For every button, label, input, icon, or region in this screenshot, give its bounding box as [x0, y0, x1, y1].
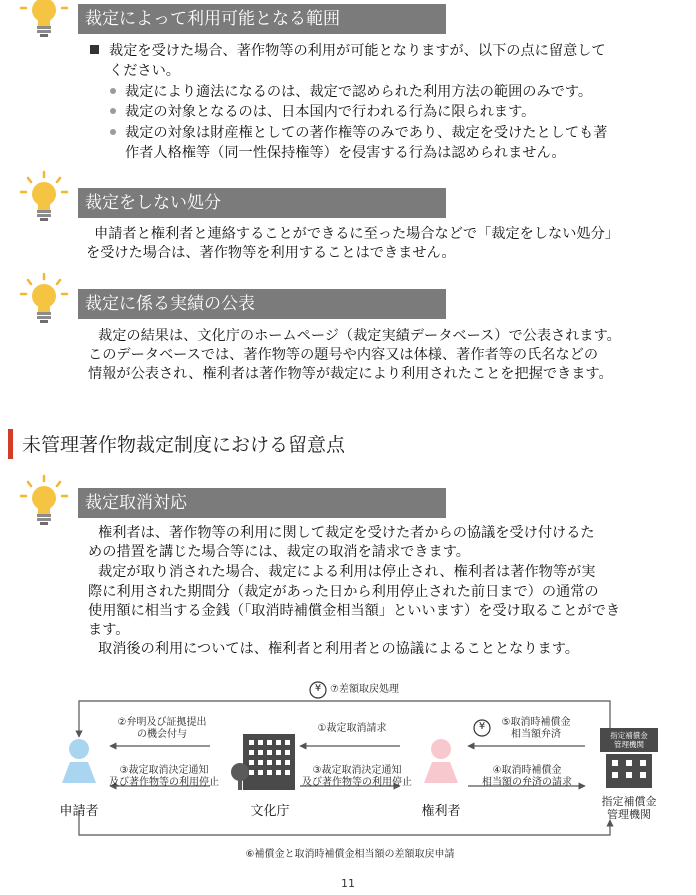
step2-label-b: の機会付与	[137, 729, 187, 740]
cancel-text: めの措置を講じた場合等には、裁定の取消を請求できます。	[88, 544, 470, 560]
dot-bullet-icon	[110, 88, 116, 94]
step7-label: ⑦差額取戻処理	[330, 684, 399, 695]
org-label-b: 管理機関	[607, 808, 651, 821]
step2-label-a: ②弁明及び証拠提出	[117, 717, 207, 728]
scope-bullet: 裁定により適法になるのは、裁定で認められた利用方法の範囲のみです。	[110, 82, 592, 102]
square-bullet-icon	[90, 45, 99, 54]
dot-bullet-icon	[110, 108, 116, 114]
arrow-bottom-loop	[79, 810, 610, 835]
scope-bullet: 裁定の対象は財産権としての著作権等のみであり、裁定を受けたとしても著	[110, 123, 607, 143]
dot-bullet-icon	[110, 129, 116, 135]
publication-text: 情報が公表され、権利者は著作物等が裁定により利用されたことを把握できます。	[88, 366, 613, 382]
agency-label: 文化庁	[250, 804, 290, 819]
lightbulb-icon	[18, 474, 70, 526]
cancel-text: 裁定が取り消された場合、裁定による利用は停止され、権利者は著作物等が実	[98, 564, 596, 580]
publication-text: 裁定の結果は、文化庁のホームページ（裁定実績データベース）で公表されます。	[98, 328, 621, 344]
scope-bullet: 裁定の対象となるのは、日本国内で行われる行為に限られます。	[110, 102, 535, 122]
heading-accent-bar	[8, 429, 13, 459]
section-title-cancel: 裁定取消対応	[78, 488, 446, 518]
section-title-no-ruling: 裁定をしない処分	[78, 188, 446, 218]
cancel-text: 取消後の利用については、権利者と利用者との協議によることとなります。	[98, 641, 579, 657]
rightholder-label: 権利者	[421, 804, 461, 819]
step3-right-label-a: ③裁定取消決定通知	[312, 765, 402, 776]
org-box-label-a: 指定補償金	[610, 731, 648, 740]
step5-label-a: ⑤取消時補償金	[501, 717, 571, 728]
cancel-text: 権利者は、著作物等の利用に関して裁定を受けた者からの協議を受け付けるた	[98, 525, 595, 541]
step5-label-b: 相当額弁済	[511, 729, 561, 740]
yen-glyph: ¥	[478, 721, 486, 732]
page-number: 11	[341, 877, 355, 890]
lightbulb-icon	[18, 0, 70, 38]
step6-label: ⑥補償金と取消時補償金相当額の差額取戻申請	[245, 849, 455, 860]
step4-label-a: ④取消時補償金	[492, 765, 562, 776]
cancel-text: 際に利用された期間分（裁定があった日から利用停止された前日まで）の通常の	[88, 584, 599, 600]
cancel-text: 使用額に相当する金銭（「取消時補償金相当額」といいます）を受け取ることができ	[88, 603, 621, 619]
section-title-scope: 裁定によって利用可能となる範囲	[78, 4, 446, 34]
publication-text: このデータベースでは、著作物等の題号や内容又は体様、著作者等の氏名などの	[88, 347, 599, 363]
step4-label-b: 相当額の弁済の請求	[482, 777, 572, 788]
step3-right-label-b: 及び著作物等の利用停止	[302, 777, 412, 788]
agency-building-icon	[231, 734, 295, 790]
scope-lead-cont: ください。	[109, 63, 180, 79]
section-title-publication: 裁定に係る実績の公表	[78, 289, 446, 319]
lightbulb-icon	[18, 272, 70, 324]
no-ruling-text: を受けた場合は、著作物等を利用することはできません。	[86, 245, 456, 261]
applicant-label: 申請者	[59, 804, 99, 819]
step3-left-label-a: ③裁定取消決定通知	[119, 765, 209, 776]
lightbulb-icon	[18, 170, 70, 222]
rightholder-person-icon	[424, 739, 458, 783]
step1-label: ①裁定取消請求	[317, 723, 387, 734]
step3-left-label-b: 及び著作物等の利用停止	[109, 777, 219, 788]
scope-lead: 裁定を受けた場合、著作物等の利用が可能となりますが、以下の点に留意して	[90, 41, 606, 61]
applicant-person-icon	[62, 739, 96, 783]
cancel-text: ます。	[88, 622, 130, 638]
yen-glyph: ¥	[314, 683, 322, 694]
org-label-a: 指定補償金	[601, 795, 657, 808]
scope-bullet-cont: 作者人格権等（同一性保持権等）を侵害する行為は認められません。	[125, 145, 566, 161]
org-box-label-b: 管理機関	[614, 740, 644, 749]
no-ruling-text: 申請者と権利者と連絡することができるに至った場合などで「裁定をしない処分」	[94, 226, 619, 242]
